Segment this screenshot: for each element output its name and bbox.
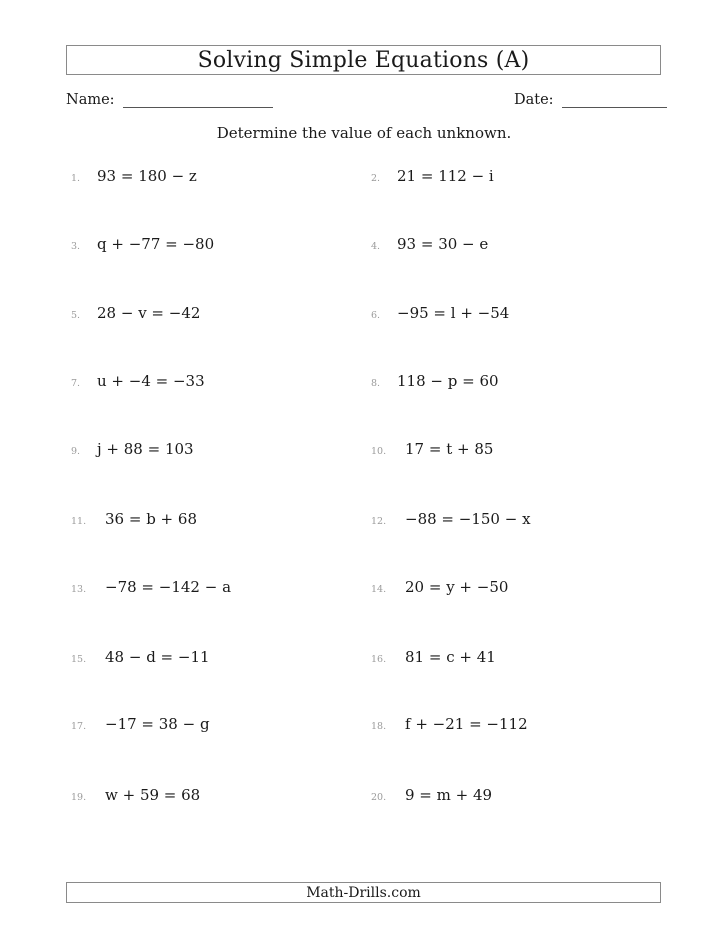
problem-19 bbox=[71, 786, 200, 806]
problem-equation: 21 = 112 − i bbox=[397, 167, 494, 185]
problem-number: 13. bbox=[71, 584, 87, 595]
date-label: Date: bbox=[514, 92, 554, 108]
problem-number: 5. bbox=[71, 310, 81, 321]
problem-equation: f + −21 = −112 bbox=[405, 715, 528, 733]
problem-number: 14. bbox=[371, 584, 387, 595]
problem-number: 9. bbox=[71, 446, 81, 457]
problem-8 bbox=[371, 372, 499, 392]
problem-number: 20. bbox=[371, 792, 387, 803]
problem-equation: 93 = 180 − z bbox=[97, 167, 197, 185]
problem-14 bbox=[371, 578, 508, 598]
problem-1 bbox=[71, 167, 197, 187]
problem-13 bbox=[71, 578, 231, 598]
problem-12 bbox=[371, 510, 531, 530]
problem-equation: 9 = m + 49 bbox=[405, 786, 493, 804]
problem-number: 2. bbox=[371, 173, 381, 184]
problem-equation: 36 = b + 68 bbox=[105, 510, 197, 528]
problem-7 bbox=[71, 372, 205, 392]
problem-2 bbox=[371, 167, 494, 187]
problem-equation: −78 = −142 − a bbox=[105, 578, 232, 596]
problem-equation: 17 = t + 85 bbox=[405, 440, 494, 458]
problem-equation: −95 = l + −54 bbox=[397, 304, 510, 322]
problem-equation: j + 88 = 103 bbox=[97, 440, 194, 458]
problem-equation: q + −77 = −80 bbox=[97, 235, 215, 253]
name-blank-line[interactable] bbox=[123, 91, 273, 108]
problem-9 bbox=[71, 440, 194, 460]
date-blank-line[interactable] bbox=[562, 91, 667, 108]
problem-number: 7. bbox=[71, 378, 81, 389]
problem-equation: 28 − v = −42 bbox=[97, 304, 201, 322]
problem-number: 8. bbox=[371, 378, 381, 389]
problem-18 bbox=[371, 715, 528, 735]
problem-number: 6. bbox=[371, 310, 381, 321]
problem-equation: w + 59 = 68 bbox=[105, 786, 201, 804]
problem-number: 19. bbox=[71, 792, 87, 803]
problem-number: 15. bbox=[71, 654, 87, 665]
problem-equation: 20 = y + −50 bbox=[405, 578, 509, 596]
problem-number: 17. bbox=[71, 721, 87, 732]
problem-equation: −17 = 38 − g bbox=[105, 715, 210, 733]
problem-equation: 81 = c + 41 bbox=[405, 648, 496, 666]
footer-site-name: Math-Drills.com bbox=[66, 882, 661, 903]
problem-equation: 93 = 30 − e bbox=[397, 235, 489, 253]
name-field bbox=[66, 91, 273, 108]
problem-10 bbox=[371, 440, 493, 460]
problem-number: 18. bbox=[371, 721, 387, 732]
problem-4 bbox=[371, 235, 488, 255]
problem-number: 3. bbox=[71, 241, 81, 252]
problem-number: 4. bbox=[371, 241, 381, 252]
problem-equation: 118 − p = 60 bbox=[397, 372, 499, 390]
problem-15 bbox=[71, 648, 210, 668]
problem-equation: u + −4 = −33 bbox=[97, 372, 205, 390]
problem-number: 12. bbox=[371, 516, 387, 527]
problem-number: 11. bbox=[71, 516, 87, 527]
problem-equation: −88 = −150 − x bbox=[405, 510, 531, 528]
name-label: Name: bbox=[66, 92, 115, 108]
date-field bbox=[514, 91, 667, 108]
instructions: Determine the value of each unknown. bbox=[216, 124, 512, 142]
problem-6 bbox=[371, 304, 509, 324]
problem-number: 1. bbox=[71, 173, 81, 184]
problem-11 bbox=[71, 510, 197, 530]
problem-5 bbox=[71, 304, 200, 324]
problem-17 bbox=[71, 715, 210, 735]
problem-16 bbox=[371, 648, 496, 668]
problem-3 bbox=[71, 235, 214, 255]
problem-20 bbox=[371, 786, 492, 806]
problem-number: 16. bbox=[371, 654, 387, 665]
problem-equation: 48 − d = −11 bbox=[105, 648, 210, 666]
worksheet-title: Solving Simple Equations (A) bbox=[66, 45, 661, 75]
problem-number: 10. bbox=[371, 446, 387, 457]
